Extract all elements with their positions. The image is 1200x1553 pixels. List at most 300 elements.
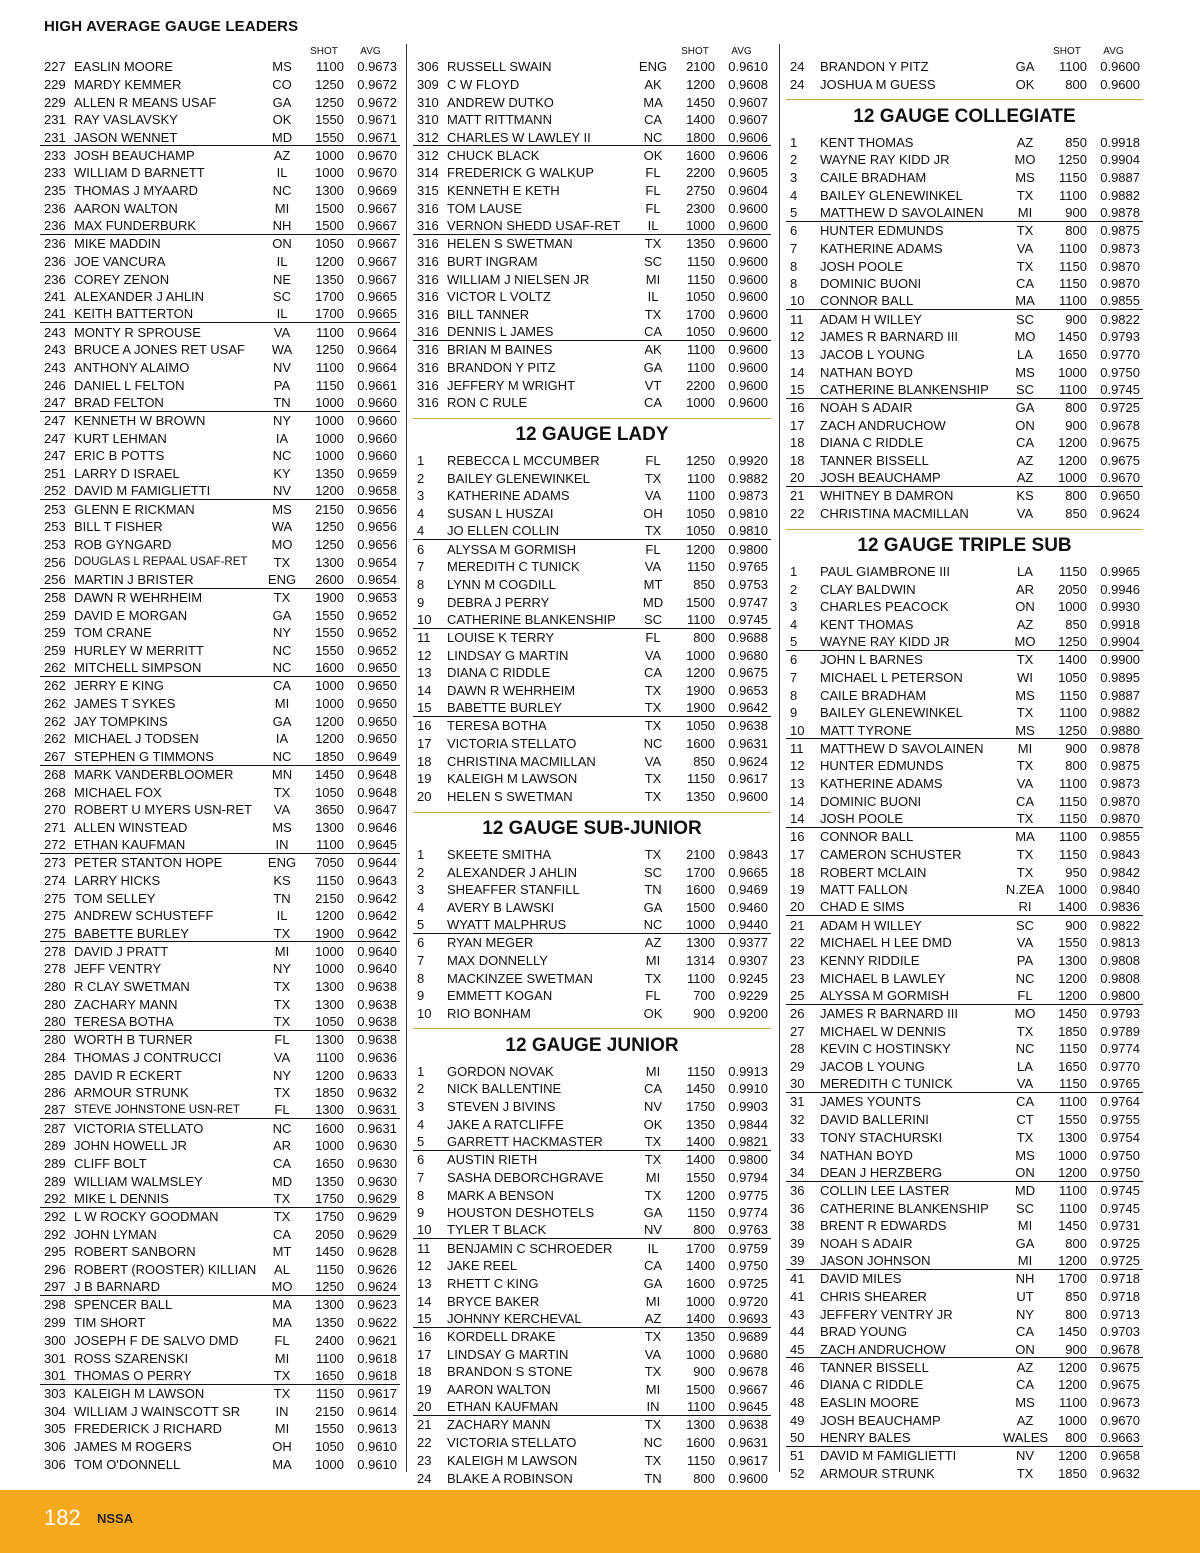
- rank: 34: [790, 1147, 805, 1163]
- shooter-name: CHARLES PEACOCK: [820, 599, 949, 615]
- average: 0.9660: [357, 448, 397, 464]
- table-row: [40, 1225, 400, 1243]
- average: 0.9725: [1100, 400, 1140, 416]
- rank: 12: [790, 758, 805, 774]
- table-row: [786, 1093, 1143, 1111]
- rank: 5: [790, 634, 798, 650]
- targets-shot: 1000: [315, 1456, 344, 1472]
- average: 0.9664: [357, 342, 397, 358]
- targets-shot: 1000: [315, 678, 344, 694]
- average: 0.9900: [1100, 652, 1140, 668]
- shooter-name: VICTOR L VOLTZ: [447, 289, 551, 305]
- targets-shot: 1150: [1059, 258, 1087, 274]
- average: 0.9621: [357, 1332, 397, 1348]
- rank: 306: [44, 1456, 66, 1472]
- targets-shot: 1450: [1058, 1324, 1087, 1340]
- state: AK: [644, 342, 662, 358]
- state: TX: [644, 789, 662, 805]
- table-row: [786, 969, 1143, 987]
- rank: 231: [44, 129, 66, 145]
- rank: 6: [790, 223, 798, 239]
- rank: 296: [44, 1262, 66, 1278]
- shooter-name: JOHNNY KERCHEVAL: [447, 1310, 582, 1326]
- shooter-name: JASON WENNET: [74, 129, 178, 145]
- average: 0.9660: [357, 430, 397, 446]
- rank: 13: [790, 776, 805, 792]
- rank: 262: [44, 713, 66, 729]
- rank: 292: [44, 1226, 66, 1242]
- state: SC: [1015, 381, 1035, 397]
- table-row: [786, 1022, 1143, 1040]
- rank: 262: [44, 660, 66, 676]
- shooter-name: MARK VANDERBLOOMER: [74, 766, 234, 782]
- average: 0.9688: [728, 629, 768, 645]
- state: MI: [1017, 204, 1033, 220]
- shooter-name: BRENT R EDWARDS: [820, 1218, 947, 1234]
- targets-shot: 1300: [315, 979, 344, 995]
- state: MI: [645, 271, 661, 287]
- average: 0.9745: [1100, 1182, 1140, 1198]
- average: 0.9648: [357, 784, 397, 800]
- average: 0.9882: [1100, 705, 1140, 721]
- shooter-name: THOMAS J CONTRUCCI: [74, 1049, 222, 1065]
- table-row: [786, 1447, 1143, 1465]
- average: 0.9672: [357, 77, 397, 93]
- state: MO: [271, 536, 293, 552]
- rank: 247: [44, 394, 66, 410]
- average: 0.9600: [728, 360, 768, 376]
- shooter-name: DAVID E MORGAN: [74, 607, 188, 623]
- shooter-name: TERESA BOTHA: [74, 1013, 174, 1029]
- average: 0.9764: [1100, 1094, 1140, 1110]
- targets-shot: 1150: [1059, 793, 1087, 809]
- state: LA: [1017, 346, 1033, 362]
- rank: 34: [790, 1164, 805, 1180]
- table-row: [786, 1075, 1143, 1093]
- targets-shot: 1500: [686, 1382, 715, 1398]
- targets-shot: 1400: [686, 1133, 715, 1149]
- rank: 19: [790, 882, 805, 898]
- state: TX: [644, 683, 662, 699]
- rank: 8: [417, 970, 425, 986]
- table-row: [413, 629, 771, 647]
- rank: 316: [417, 395, 439, 411]
- state: AZ: [644, 1310, 662, 1326]
- average: 0.9747: [728, 594, 768, 610]
- targets-shot: 1550: [315, 1421, 344, 1437]
- state: VA: [273, 802, 291, 818]
- state: MN: [271, 766, 293, 782]
- average: 0.9653: [728, 683, 768, 699]
- targets-shot: 800: [693, 1222, 715, 1238]
- state: GA: [272, 713, 292, 729]
- state: CA: [643, 112, 663, 128]
- targets-shot: 1350: [686, 1329, 715, 1345]
- targets-shot: 1400: [686, 1152, 715, 1168]
- average: 0.9904: [1100, 634, 1140, 650]
- state: ON: [272, 236, 292, 252]
- targets-shot: 1250: [1058, 152, 1087, 168]
- shooter-name: DOMINIC BUONI: [820, 276, 922, 292]
- shooter-name: COLLIN LEE LASTER: [820, 1182, 950, 1198]
- state: FL: [645, 453, 661, 469]
- average: 0.9650: [1100, 488, 1140, 504]
- state: AR: [272, 1138, 292, 1154]
- rank: 46: [790, 1359, 805, 1375]
- table-row: [40, 447, 400, 465]
- table-row: [40, 93, 400, 111]
- average: 0.9640: [357, 943, 397, 959]
- state: SC: [1015, 917, 1035, 933]
- state: GA: [1015, 400, 1035, 416]
- shooter-name: LINDSAY G MARTIN: [447, 647, 569, 663]
- state: TX: [273, 1190, 291, 1206]
- state: MI: [645, 952, 661, 968]
- average: 0.9658: [357, 483, 397, 499]
- table-row: [413, 182, 771, 200]
- shooter-name: LARRY HICKS: [74, 872, 161, 888]
- state: TX: [644, 846, 662, 862]
- rank: 247: [44, 413, 66, 429]
- rank: 262: [44, 678, 66, 694]
- rank: 18: [417, 1364, 432, 1380]
- table-row: [786, 399, 1143, 417]
- average: 0.9774: [728, 1205, 768, 1221]
- average: 0.9800: [728, 1152, 768, 1168]
- targets-shot: 2100: [686, 59, 715, 75]
- rank: 15: [417, 700, 432, 716]
- targets-shot: 2200: [686, 377, 715, 393]
- table-row: [40, 359, 400, 377]
- average: 0.9725: [1100, 1253, 1140, 1269]
- table-row: [786, 1058, 1143, 1076]
- table-row: [786, 598, 1143, 616]
- rank: 316: [417, 360, 439, 376]
- shooter-name: CONNOR BALL: [820, 829, 914, 845]
- shooter-name: FREDERICK G WALKUP: [447, 165, 594, 181]
- section-title: 12 GAUGE COLLEGIATE: [786, 99, 1143, 133]
- shooter-name: BRANDON Y PITZ: [820, 59, 929, 75]
- shooter-name: MATTHEW D SAVOLAINEN: [820, 204, 984, 220]
- average: 0.9882: [728, 470, 768, 486]
- rank: 280: [44, 1032, 66, 1048]
- targets-shot: 1450: [686, 1081, 715, 1097]
- rank: 6: [417, 935, 425, 951]
- table-row: [413, 270, 771, 288]
- shooter-name: WORTH B TURNER: [74, 1032, 193, 1048]
- rank: 5: [790, 204, 798, 220]
- shooter-name: KURT LEHMAN: [74, 430, 167, 446]
- targets-shot: 1550: [315, 625, 344, 641]
- average: 0.9759: [728, 1240, 768, 1256]
- table-row: [40, 288, 400, 306]
- shooter-name: DIANA C RIDDLE: [820, 1377, 924, 1393]
- shooter-name: ZACHARY MANN: [447, 1417, 551, 1433]
- rank: 253: [44, 519, 66, 535]
- table-row: [786, 792, 1143, 810]
- rank: 316: [417, 306, 439, 322]
- table-row: [413, 394, 771, 412]
- shooter-name: JAKE REEL: [447, 1258, 518, 1274]
- shooter-name: HOUSTON DESHOTELS: [447, 1205, 595, 1221]
- shooter-name: VERNON SHEDD USAF-RET: [447, 218, 621, 234]
- average: 0.9667: [357, 200, 397, 216]
- average: 0.9630: [357, 1173, 397, 1189]
- table-row: [413, 1151, 771, 1169]
- table-row: [40, 536, 400, 554]
- shooter-name: KATHERINE ADAMS: [820, 776, 943, 792]
- rank: 28: [790, 1041, 805, 1057]
- targets-shot: 1450: [315, 766, 344, 782]
- average: 0.9638: [728, 718, 768, 734]
- table-row: [40, 1402, 400, 1420]
- rank: 280: [44, 996, 66, 1012]
- shooter-name: MATTHEW D SAVOLAINEN: [820, 740, 984, 756]
- targets-shot: 1100: [1059, 776, 1087, 792]
- table-row: [786, 1288, 1143, 1306]
- table-row: [786, 1111, 1143, 1129]
- rank: 9: [417, 594, 425, 610]
- average: 0.9720: [728, 1293, 768, 1309]
- state: TX: [644, 1187, 662, 1203]
- targets-shot: 1600: [686, 1435, 715, 1451]
- average: 0.9808: [1100, 970, 1140, 986]
- state: MA: [272, 1456, 292, 1472]
- shooter-name: VICTORIA STELLATO: [447, 1435, 577, 1451]
- rank: 10: [790, 722, 805, 738]
- rank: 10: [417, 611, 432, 627]
- state: MI: [645, 1382, 661, 1398]
- targets-shot: 1600: [315, 1120, 344, 1136]
- state: MA: [272, 1297, 292, 1313]
- table-row: [413, 217, 771, 235]
- table-row: [786, 1323, 1143, 1341]
- state: NY: [272, 961, 292, 977]
- rank: 41: [790, 1289, 805, 1305]
- targets-shot: 850: [1065, 134, 1087, 150]
- average: 0.9671: [357, 129, 397, 145]
- state: AL: [274, 1262, 290, 1278]
- rank: 287: [44, 1120, 66, 1136]
- targets-shot: 900: [1065, 917, 1087, 933]
- targets-shot: 1150: [1059, 1041, 1087, 1057]
- targets-shot: 1250: [315, 94, 344, 110]
- targets-shot: 1000: [1058, 470, 1087, 486]
- average: 0.9887: [1100, 170, 1140, 186]
- state: MI: [274, 1350, 290, 1366]
- shooter-name: HUNTER EDMUNDS: [820, 758, 944, 774]
- shooter-name: DAVID MILES: [820, 1271, 902, 1287]
- table-row: [786, 1465, 1143, 1483]
- rank: 7: [790, 669, 798, 685]
- table-row: [40, 1208, 400, 1226]
- shooter-name: JOSH POOLE: [820, 258, 904, 274]
- targets-shot: 1200: [1058, 1253, 1087, 1269]
- targets-shot: 1800: [686, 129, 715, 145]
- average: 0.9671: [357, 112, 397, 128]
- average: 0.9664: [357, 360, 397, 376]
- rank: 233: [44, 147, 66, 163]
- average: 0.9918: [1100, 134, 1140, 150]
- average: 0.9608: [728, 77, 768, 93]
- table-row: [413, 846, 771, 864]
- average: 0.9642: [357, 890, 397, 906]
- section-title: 12 GAUGE SUB-JUNIOR: [413, 812, 771, 846]
- table-row: [40, 836, 400, 854]
- shooter-name: ROBERT MCLAIN: [820, 864, 927, 880]
- state: CA: [643, 1081, 663, 1097]
- average: 0.9731: [1100, 1218, 1140, 1234]
- shooter-name: BILL TANNER: [447, 306, 530, 322]
- shooter-name: DENNIS L JAMES: [447, 324, 554, 340]
- shooter-name: BRUCE A JONES RET USAF: [74, 342, 245, 358]
- state: TX: [1016, 810, 1034, 826]
- average: 0.9644: [357, 855, 397, 871]
- targets-shot: 1000: [686, 917, 715, 933]
- table-row: [786, 1252, 1143, 1270]
- targets-shot: 950: [1065, 864, 1087, 880]
- targets-shot: 1100: [687, 488, 715, 504]
- state: LA: [1017, 563, 1033, 579]
- rank: 11: [790, 740, 804, 756]
- state: MT: [643, 576, 663, 592]
- table-row: [413, 1133, 771, 1151]
- shooter-name: LYNN M COGDILL: [447, 576, 556, 592]
- table-row: [40, 1385, 400, 1403]
- average: 0.9810: [728, 506, 768, 522]
- table-row: [40, 1084, 400, 1102]
- shooter-name: PAUL GIAMBRONE III: [820, 563, 951, 579]
- rank: 267: [44, 748, 66, 764]
- column-divider: [406, 44, 407, 1472]
- rank: 1: [790, 134, 798, 150]
- rank: 20: [790, 470, 805, 486]
- average: 0.9631: [357, 1102, 397, 1118]
- table-row: [413, 540, 771, 558]
- rank: 17: [790, 846, 805, 862]
- table-row: [413, 323, 771, 341]
- targets-shot: 1150: [1059, 170, 1087, 186]
- targets-shot: 1400: [686, 1310, 715, 1326]
- shooter-name: ADAM H WILLEY: [820, 311, 922, 327]
- column-header: [40, 40, 400, 58]
- targets-shot: 1100: [1059, 829, 1087, 845]
- table-row: [786, 1358, 1143, 1376]
- state: SC: [643, 611, 663, 627]
- shooter-name: EMMETT KOGAN: [447, 988, 553, 1004]
- rank: 274: [44, 872, 66, 888]
- targets-shot: 1350: [686, 236, 715, 252]
- targets-shot: 1700: [315, 306, 344, 322]
- table-row: [40, 412, 400, 430]
- rank: 19: [417, 1382, 432, 1398]
- targets-shot: 1100: [687, 1399, 715, 1415]
- table-row: [786, 934, 1143, 952]
- table-row: [40, 483, 400, 501]
- table-row: [786, 487, 1143, 505]
- average: 0.9855: [1100, 829, 1140, 845]
- state: PA: [1016, 952, 1034, 968]
- table-row: [40, 323, 400, 341]
- shooter-name: BRAD FELTON: [74, 394, 164, 410]
- table-row: [786, 381, 1143, 399]
- targets-shot: 1250: [315, 342, 344, 358]
- state: VA: [644, 753, 662, 769]
- table-row: [40, 217, 400, 235]
- targets-shot: 1500: [686, 899, 715, 915]
- state: ON: [1015, 599, 1035, 615]
- table-row: [413, 969, 771, 987]
- shooter-name: ROBERT U MYERS USN-RET: [74, 802, 252, 818]
- targets-shot: 1000: [315, 961, 344, 977]
- shooter-name: RIO BONHAM: [447, 1006, 531, 1022]
- table-row: [786, 275, 1143, 293]
- average: 0.9600: [728, 236, 768, 252]
- average: 0.9675: [1100, 1377, 1140, 1393]
- average: 0.9753: [728, 576, 768, 592]
- shooter-name: RON C RULE: [447, 395, 528, 411]
- targets-shot: 1300: [315, 1102, 344, 1118]
- table-row: [40, 394, 400, 412]
- rank: 275: [44, 908, 66, 924]
- shooter-name: JOSHUA M GUESS: [820, 77, 936, 93]
- shooter-name: BENJAMIN C SCHROEDER: [447, 1240, 613, 1256]
- state: RI: [1018, 899, 1032, 915]
- shooter-name: DAVID R ECKERT: [74, 1067, 182, 1083]
- column-divider: [779, 44, 780, 1472]
- table-row: [40, 730, 400, 748]
- targets-shot: 900: [1065, 740, 1087, 756]
- state: SC: [643, 253, 663, 269]
- state: TX: [1016, 705, 1034, 721]
- state: MI: [274, 200, 290, 216]
- state: TX: [273, 1013, 291, 1029]
- average: 0.9673: [357, 59, 397, 75]
- rank: 259: [44, 643, 66, 659]
- table-row: [786, 952, 1143, 970]
- rank: 315: [417, 183, 439, 199]
- rank: 26: [790, 1006, 805, 1022]
- shooter-name: JAMES M ROGERS: [74, 1438, 192, 1454]
- targets-shot: 1450: [1058, 1218, 1087, 1234]
- shooter-name: ADAM H WILLEY: [820, 917, 922, 933]
- targets-shot: 1150: [1059, 1076, 1087, 1092]
- rank: 22: [790, 935, 805, 951]
- shooter-name: STEVE JOHNSTONE USN-RET: [74, 1103, 240, 1116]
- table-row: [413, 593, 771, 611]
- table-row: [786, 1199, 1143, 1217]
- targets-shot: 1700: [686, 1240, 715, 1256]
- average: 0.9800: [1100, 987, 1140, 1003]
- state: NV: [1015, 1448, 1035, 1464]
- rank: 23: [790, 952, 805, 968]
- rank: 233: [44, 165, 66, 181]
- table-row: [40, 819, 400, 837]
- shooter-name: ARMOUR STRUNK: [74, 1085, 189, 1101]
- rank: 284: [44, 1049, 66, 1065]
- average: 0.9840: [1100, 882, 1140, 898]
- targets-shot: 1200: [1058, 1377, 1087, 1393]
- rank: 256: [44, 571, 66, 587]
- state: MD: [642, 594, 664, 610]
- shooter-name: SKEETE SMITHA: [447, 846, 552, 862]
- shooter-name: JOSH POOLE: [820, 810, 904, 826]
- rank: 280: [44, 1013, 66, 1029]
- shooter-name: BRAD YOUNG: [820, 1324, 908, 1340]
- state: IL: [647, 218, 659, 234]
- shooter-name: ETHAN KAUFMAN: [74, 837, 186, 853]
- targets-shot: 1500: [686, 594, 715, 610]
